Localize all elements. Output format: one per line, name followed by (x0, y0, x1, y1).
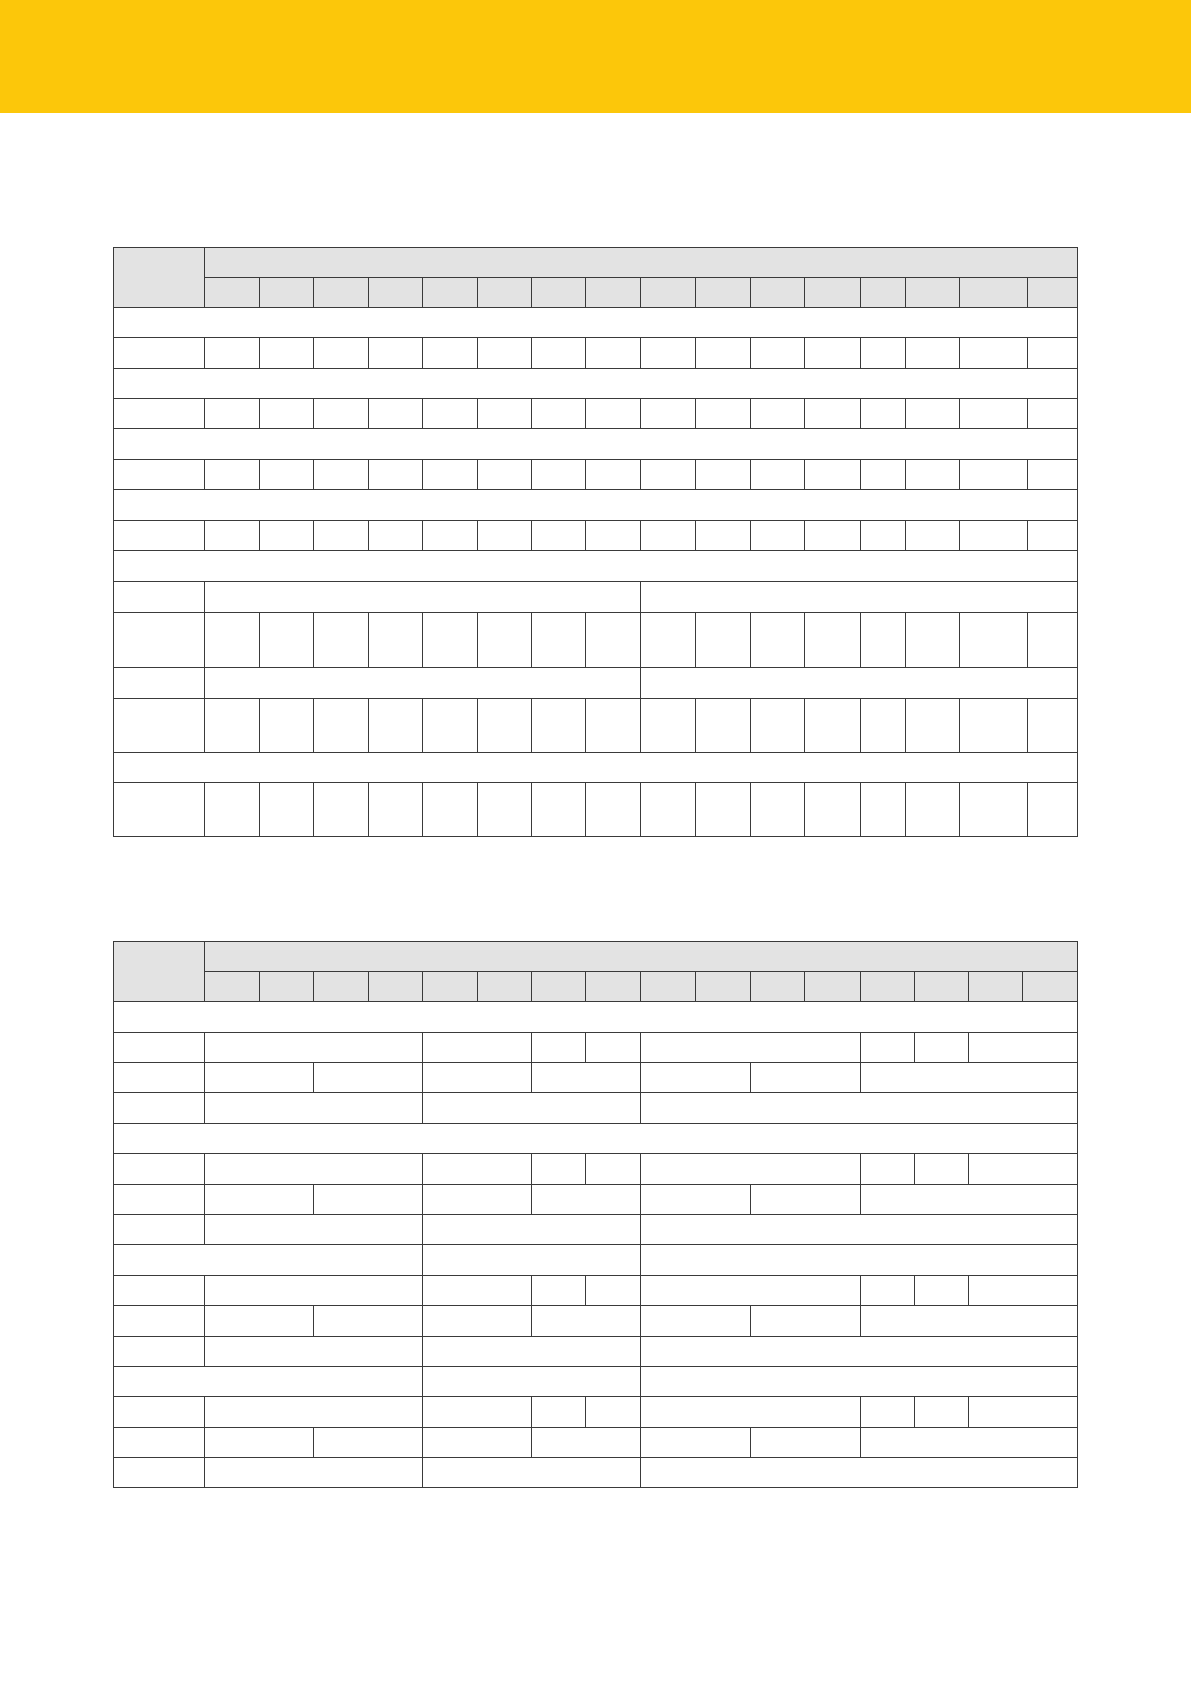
table-cell (205, 1428, 314, 1458)
table-cell (641, 699, 696, 753)
table-cell (369, 460, 423, 490)
table-cell (641, 1397, 861, 1428)
table-cell (586, 783, 641, 837)
table-cell (423, 460, 478, 490)
table-cell (478, 399, 532, 429)
table-cell (1028, 521, 1078, 551)
header-cell (260, 972, 314, 1002)
table-cell (641, 1306, 751, 1337)
table-cell (369, 338, 423, 369)
table-cell (114, 613, 205, 668)
table-cell (114, 1458, 205, 1488)
table-cell (423, 1093, 641, 1124)
table-cell (205, 338, 260, 369)
table-cell (586, 613, 641, 668)
header-cell (205, 942, 1078, 972)
header-cell (314, 278, 369, 308)
table-cell (205, 399, 260, 429)
table-cell (205, 460, 260, 490)
header-cell (478, 972, 532, 1002)
table-cell (478, 338, 532, 369)
table-cell (861, 1033, 915, 1063)
table-cell (696, 460, 751, 490)
header-cell (205, 278, 260, 308)
table-cell (861, 1397, 915, 1428)
table-cell (586, 699, 641, 753)
table-cell (861, 1063, 1078, 1093)
table-cell (369, 699, 423, 753)
header-cell (1028, 278, 1078, 308)
table-cell (114, 582, 205, 613)
table-cell (532, 521, 586, 551)
table-cell (478, 613, 532, 668)
table-cell (861, 1185, 1078, 1215)
table-cell (532, 1428, 641, 1458)
table-cell (114, 1397, 205, 1428)
table-cell (114, 699, 205, 753)
table-cell (805, 783, 861, 837)
table-cell (960, 699, 1028, 753)
table-cell (114, 1215, 205, 1245)
table-cell (751, 521, 805, 551)
header-cell (586, 278, 641, 308)
header-cell (641, 972, 696, 1002)
table-cell (114, 551, 1078, 582)
table-cell (423, 783, 478, 837)
table-cell (114, 1093, 205, 1124)
table-cell (641, 1185, 751, 1215)
table-cell (641, 338, 696, 369)
table-cell (751, 1306, 861, 1337)
table-cell (114, 753, 1078, 783)
table-cell (861, 399, 906, 429)
header-cell (369, 278, 423, 308)
table-cell (751, 699, 805, 753)
table-cell (423, 1154, 532, 1185)
table-cell (641, 399, 696, 429)
table-cell (314, 399, 369, 429)
table-cell (205, 699, 260, 753)
table-cell (205, 1154, 423, 1185)
table-cell (641, 521, 696, 551)
table-cell (586, 460, 641, 490)
table-cell (861, 1154, 915, 1185)
table-cell (751, 613, 805, 668)
header-cell (423, 278, 478, 308)
table-cell (369, 783, 423, 837)
table-cell (1028, 613, 1078, 668)
table-cell (1028, 338, 1078, 369)
table-cell (205, 1033, 423, 1063)
table-cell (586, 1033, 641, 1063)
table-cell (114, 369, 1078, 399)
table-cell (532, 338, 586, 369)
table-cell (114, 1367, 423, 1397)
table-cell (641, 1093, 1078, 1124)
table-cell (906, 783, 960, 837)
table-cell (423, 521, 478, 551)
table-cell (314, 521, 369, 551)
table-cell (641, 1033, 861, 1063)
table-cell (586, 1397, 641, 1428)
table-cell (751, 338, 805, 369)
table-cell (314, 1306, 423, 1337)
table-1 (114, 248, 1078, 837)
table-cell (205, 1215, 423, 1245)
table-cell (586, 1276, 641, 1306)
table-cell (205, 1397, 423, 1428)
table-cell (751, 1185, 861, 1215)
table-cell (751, 399, 805, 429)
header-cell (906, 278, 960, 308)
table-cell (915, 1397, 969, 1428)
table-cell (1028, 399, 1078, 429)
table-cell (423, 1033, 532, 1063)
header-cell (805, 972, 861, 1002)
table-cell (532, 460, 586, 490)
header-cell (805, 278, 861, 308)
table-cell (586, 338, 641, 369)
table-cell (915, 1276, 969, 1306)
table-cell (586, 1154, 641, 1185)
table-cell (805, 338, 861, 369)
table-cell (314, 783, 369, 837)
table-cell (641, 1154, 861, 1185)
header-cell (751, 972, 805, 1002)
table-cell (532, 1154, 586, 1185)
table-cell (205, 1458, 423, 1488)
header-cell (205, 248, 1078, 278)
table-cell (906, 399, 960, 429)
table-cell (969, 1276, 1078, 1306)
table-cell (861, 460, 906, 490)
table-cell (969, 1154, 1078, 1185)
table-cell (423, 1185, 532, 1215)
table-cell (114, 399, 205, 429)
table-cell (205, 582, 641, 613)
table-cell (205, 1337, 423, 1367)
table-cell (861, 521, 906, 551)
table-cell (641, 668, 1078, 699)
table-cell (114, 1337, 205, 1367)
table-cell (696, 613, 751, 668)
table-cell (114, 521, 205, 551)
table-cell (532, 699, 586, 753)
table-cell (751, 460, 805, 490)
table-cell (423, 1367, 641, 1397)
header-cell (586, 972, 641, 1002)
table-cell (805, 613, 861, 668)
table-cell (641, 1458, 1078, 1488)
table-cell (114, 1185, 205, 1215)
table-cell (861, 1276, 915, 1306)
table-cell (114, 338, 205, 369)
table-cell (369, 613, 423, 668)
header-cell (696, 972, 751, 1002)
table-cell (205, 521, 260, 551)
table-cell (423, 1306, 532, 1337)
header-cell (532, 278, 586, 308)
table-cell (314, 460, 369, 490)
table-cell (906, 521, 960, 551)
table-cell (205, 1093, 423, 1124)
table-cell (696, 783, 751, 837)
table-cell (861, 783, 906, 837)
table-cell (532, 1276, 586, 1306)
table-cell (641, 1337, 1078, 1367)
header-cell (260, 278, 314, 308)
table-cell (314, 338, 369, 369)
table-cell (114, 1033, 205, 1063)
header-cell (423, 972, 478, 1002)
table-cell (532, 783, 586, 837)
header-cell (751, 278, 805, 308)
table-cell (532, 613, 586, 668)
table-cell (906, 460, 960, 490)
table-cell (641, 1276, 861, 1306)
table-cell (960, 613, 1028, 668)
table-cell (314, 1428, 423, 1458)
table-cell (969, 1397, 1078, 1428)
table-cell (641, 613, 696, 668)
table-cell (205, 783, 260, 837)
table-cell (1028, 699, 1078, 753)
table-cell (478, 783, 532, 837)
table-cell (114, 668, 205, 699)
table-cell (641, 783, 696, 837)
table-cell (805, 699, 861, 753)
table-cell (641, 1215, 1078, 1245)
table-cell (641, 1063, 751, 1093)
table-cell (260, 399, 314, 429)
table-cell (423, 699, 478, 753)
table-cell (1028, 460, 1078, 490)
table-cell (423, 1063, 532, 1093)
table-cell (114, 1154, 205, 1185)
header-cell (641, 278, 696, 308)
table-cell (205, 1276, 423, 1306)
header-cell (114, 248, 205, 308)
table-cell (314, 699, 369, 753)
table-cell (751, 1063, 861, 1093)
table-cell (423, 1458, 641, 1488)
table-cell (861, 1428, 1078, 1458)
header-cell (478, 278, 532, 308)
table-cell (532, 1306, 641, 1337)
table-cell (205, 1185, 314, 1215)
table-cell (114, 1276, 205, 1306)
header-cell (369, 972, 423, 1002)
table-cell (641, 582, 1078, 613)
table-cell (641, 1245, 1078, 1276)
table-cell (861, 699, 906, 753)
header-cell (696, 278, 751, 308)
table-cell (314, 613, 369, 668)
table-cell (114, 1428, 205, 1458)
header-cell (969, 972, 1023, 1002)
table-cell (478, 460, 532, 490)
table-cell (423, 613, 478, 668)
table-cell (369, 399, 423, 429)
table-cell (314, 1185, 423, 1215)
table-cell (205, 1063, 314, 1093)
table-cell (805, 521, 861, 551)
table-cell (114, 1245, 423, 1276)
table-cell (915, 1033, 969, 1063)
table-cell (205, 613, 260, 668)
table-cell (260, 613, 314, 668)
table-cell (114, 783, 205, 837)
header-cell (861, 278, 906, 308)
table-2 (114, 942, 1078, 1488)
table-cell (861, 338, 906, 369)
table-cell (960, 521, 1028, 551)
table-cell (423, 1428, 532, 1458)
header-cell (314, 972, 369, 1002)
table-cell (861, 613, 906, 668)
table-cell (696, 399, 751, 429)
table-cell (205, 668, 641, 699)
table-cell (260, 521, 314, 551)
table-cell (114, 460, 205, 490)
table-cell (641, 1367, 1078, 1397)
header-cell (205, 972, 260, 1002)
header-cell (1023, 972, 1078, 1002)
table-cell (532, 399, 586, 429)
table-cell (906, 338, 960, 369)
table-cell (1028, 783, 1078, 837)
table-cell (423, 1337, 641, 1367)
table-cell (114, 308, 1078, 338)
table-cell (114, 429, 1078, 460)
table-cell (861, 1306, 1078, 1337)
table-cell (641, 460, 696, 490)
table-cell (532, 1033, 586, 1063)
table-cell (423, 1245, 641, 1276)
table-cell (114, 1063, 205, 1093)
table-cell (314, 1063, 423, 1093)
table-cell (641, 1428, 751, 1458)
table-cell (696, 699, 751, 753)
table-cell (805, 460, 861, 490)
table-cell (260, 338, 314, 369)
table-cell (696, 338, 751, 369)
table-cell (532, 1397, 586, 1428)
table-cell (960, 783, 1028, 837)
table-cell (696, 521, 751, 551)
table-cell (586, 521, 641, 551)
header-cell (915, 972, 969, 1002)
table-cell (205, 1306, 314, 1337)
header-cell (861, 972, 915, 1002)
table-cell (114, 1124, 1078, 1154)
table-cell (114, 1306, 205, 1337)
header-cell (532, 972, 586, 1002)
table-cell (906, 613, 960, 668)
table-cell (478, 699, 532, 753)
table-cell (114, 1002, 1078, 1033)
table-cell (260, 699, 314, 753)
table-cell (805, 399, 861, 429)
table-cell (369, 521, 423, 551)
table-cell (423, 399, 478, 429)
table-cell (423, 1215, 641, 1245)
table-cell (960, 399, 1028, 429)
table-cell (532, 1185, 641, 1215)
table-cell (532, 1063, 641, 1093)
table-cell (423, 1276, 532, 1306)
table-cell (423, 1397, 532, 1428)
table-cell (423, 338, 478, 369)
table-cell (915, 1154, 969, 1185)
table-cell (260, 783, 314, 837)
table-cell (960, 338, 1028, 369)
table-cell (969, 1033, 1078, 1063)
header-cell (960, 278, 1028, 308)
table-cell (114, 490, 1078, 521)
table-cell (260, 460, 314, 490)
table-cell (478, 521, 532, 551)
table-cell (960, 460, 1028, 490)
header-cell (114, 942, 205, 1002)
table-cell (751, 1428, 861, 1458)
table-cell (751, 783, 805, 837)
table-cell (586, 399, 641, 429)
table-cell (906, 699, 960, 753)
